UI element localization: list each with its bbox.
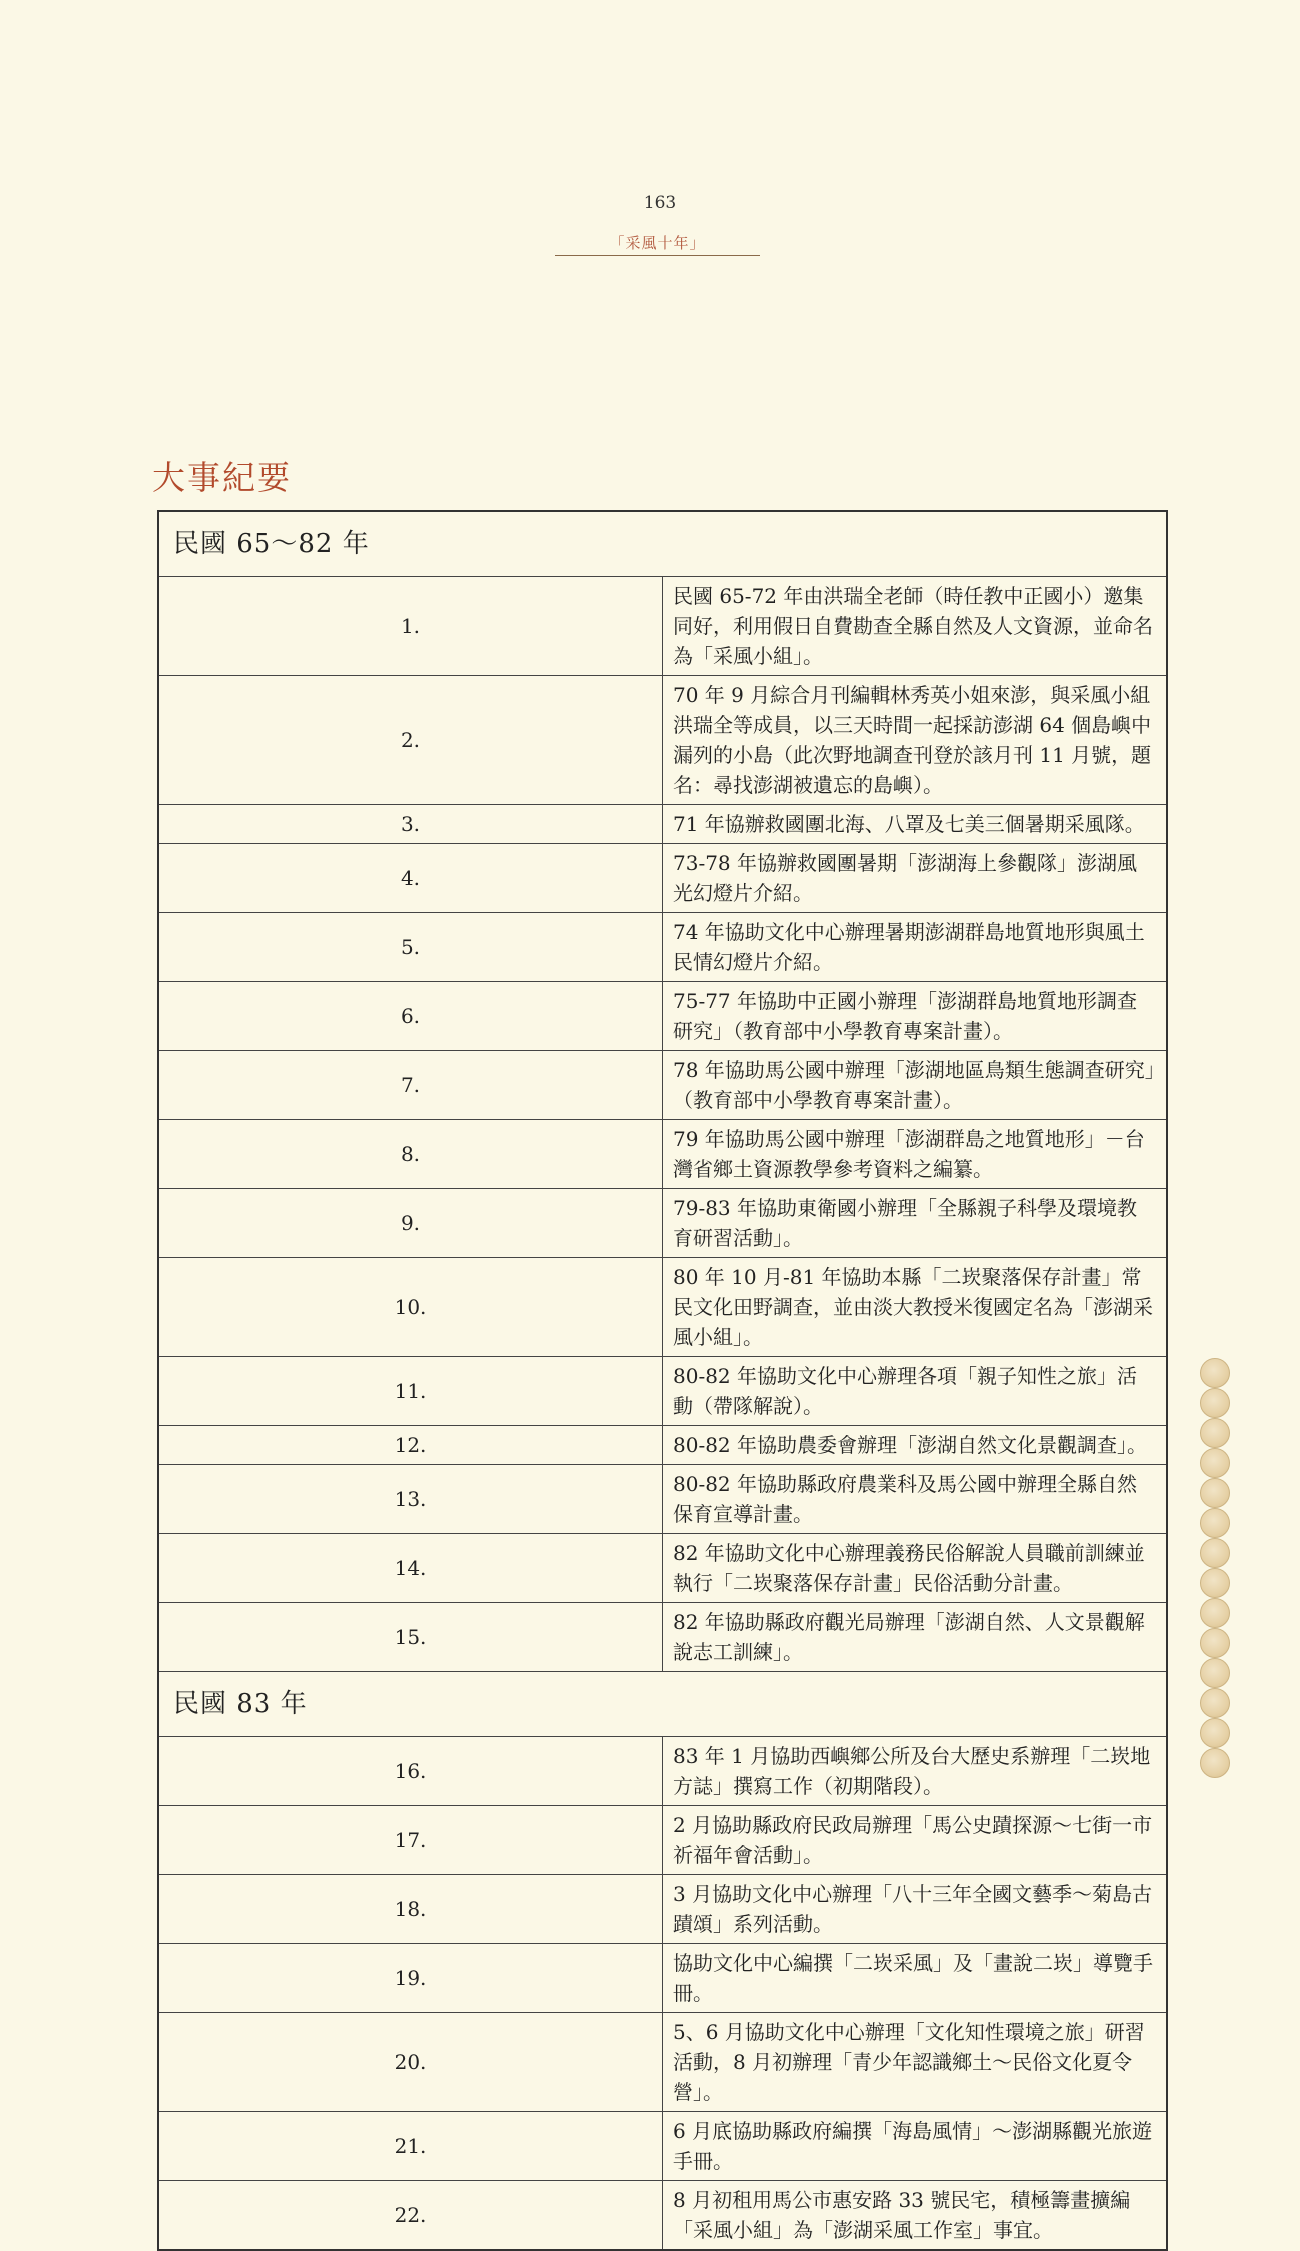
row-number: 10. <box>158 1258 663 1357</box>
table-row <box>158 1603 1167 1672</box>
running-head: 「采風十年」 <box>555 232 760 256</box>
bead-icon <box>1200 1478 1230 1508</box>
bead-icon <box>1200 1418 1230 1448</box>
table-row <box>158 1426 1167 1465</box>
table-row <box>158 1120 1167 1189</box>
row-text: 2 月協助縣政府民政局辦理「馬公史蹟探源～七街一市祈福年會活動」。 <box>663 1806 1168 1875</box>
row-text: 83 年 1 月協助西嶼鄉公所及台大歷史系辦理「二崁地方誌」撰寫工作（初期階段）。 <box>663 1737 1168 1806</box>
row-text: 80 年 10 月-81 年協助本縣「二崁聚落保存計畫」常民文化田野調查，並由淡大教授米復國定名為「澎湖采風小組」。 <box>663 1258 1168 1357</box>
row-number: 22. <box>158 2181 663 2251</box>
row-text: 70 年 9 月綜合月刊編輯林秀英小姐來澎，與采風小組洪瑞全等成員，以三天時間一起採訪澎湖 64 個島嶼中漏列的小島（此次野地調查刊登於該月刊 11 月號，題名：尋找澎湖被遺忘的島嶼）。 <box>663 676 1168 805</box>
row-number: 11. <box>158 1357 663 1426</box>
section-title: 大事紀要 <box>152 458 292 497</box>
row-number: 1. <box>158 577 663 676</box>
table-row <box>158 1944 1167 2013</box>
row-text: 8 月初租用馬公市惠安路 33 號民宅，積極籌畫擴編「采風小組」為「澎湖采風工作室」事宜。 <box>663 2181 1168 2251</box>
row-text: 71 年協辦救國團北海、八罩及七美三個暑期采風隊。 <box>663 805 1168 844</box>
bead-icon <box>1200 1508 1230 1538</box>
table-row <box>158 1258 1167 1357</box>
row-number: 9. <box>158 1189 663 1258</box>
bead-icon <box>1200 1358 1230 1388</box>
row-text: 80-82 年協助農委會辦理「澎湖自然文化景觀調查」。 <box>663 1426 1168 1465</box>
events-table <box>157 510 1168 2251</box>
row-text: 80-82 年協助縣政府農業科及馬公國中辦理全縣自然保育宣導計畫。 <box>663 1465 1168 1534</box>
table-row <box>158 2181 1167 2251</box>
table-row <box>158 913 1167 982</box>
table-row <box>158 1051 1167 1120</box>
bead-icon <box>1200 1688 1230 1718</box>
group-heading-row <box>158 1672 1167 1737</box>
bead-icon <box>1200 1538 1230 1568</box>
row-text: 79-83 年協助東衛國小辦理「全縣親子科學及環境教育研習活動」。 <box>663 1189 1168 1258</box>
row-text: 6 月底協助縣政府編撰「海島風情」～澎湖縣觀光旅遊手冊。 <box>663 2112 1168 2181</box>
row-number: 2. <box>158 676 663 805</box>
bead-column-ornament-icon <box>1195 1358 1235 1778</box>
bead-icon <box>1200 1628 1230 1658</box>
row-number: 20. <box>158 2013 663 2112</box>
bead-icon <box>1200 1718 1230 1748</box>
table-row <box>158 577 1167 676</box>
table-row <box>158 2013 1167 2112</box>
row-number: 12. <box>158 1426 663 1465</box>
row-text: 80-82 年協助文化中心辦理各項「親子知性之旅」活動（帶隊解說）。 <box>663 1357 1168 1426</box>
bead-icon <box>1200 1448 1230 1478</box>
row-text: 79 年協助馬公國中辦理「澎湖群島之地質地形」－台灣省鄉土資源教學參考資料之編纂。 <box>663 1120 1168 1189</box>
table-row <box>158 844 1167 913</box>
row-text: 協助文化中心編撰「二崁采風」及「畫說二崁」導覽手冊。 <box>663 1944 1168 2013</box>
row-text: 75-77 年協助中正國小辦理「澎湖群島地質地形調查研究」（教育部中小學教育專案計畫）。 <box>663 982 1168 1051</box>
table-row <box>158 1806 1167 1875</box>
bead-icon <box>1200 1658 1230 1688</box>
table-row <box>158 1737 1167 1806</box>
row-number: 19. <box>158 1944 663 2013</box>
table-row <box>158 1189 1167 1258</box>
row-number: 18. <box>158 1875 663 1944</box>
table-row <box>158 1465 1167 1534</box>
row-text: 5、6 月協助文化中心辦理「文化知性環境之旅」研習活動，8 月初辦理「青少年認識鄉土～民俗文化夏令營」。 <box>663 2013 1168 2112</box>
bead-icon <box>1200 1568 1230 1598</box>
bead-icon <box>1200 1598 1230 1628</box>
row-text: 民國 65-72 年由洪瑞全老師（時任教中正國小）邀集同好，利用假日自費勘查全縣自然及人文資源，並命名為「采風小組」。 <box>663 577 1168 676</box>
row-number: 6. <box>158 982 663 1051</box>
row-number: 15. <box>158 1603 663 1672</box>
table-row <box>158 2112 1167 2181</box>
row-number: 8. <box>158 1120 663 1189</box>
row-text: 82 年協助縣政府觀光局辦理「澎湖自然、人文景觀解說志工訓練」。 <box>663 1603 1168 1672</box>
row-number: 3. <box>158 805 663 844</box>
row-number: 21. <box>158 2112 663 2181</box>
table-row <box>158 982 1167 1051</box>
group-heading: 民國 65～82 年 <box>158 511 1167 577</box>
row-text: 74 年協助文化中心辦理暑期澎湖群島地質地形與風土民情幻燈片介紹。 <box>663 913 1168 982</box>
bead-icon <box>1200 1748 1230 1778</box>
row-number: 16. <box>158 1737 663 1806</box>
row-number: 17. <box>158 1806 663 1875</box>
row-text: 82 年協助文化中心辦理義務民俗解說人員職前訓練並執行「二崁聚落保存計畫」民俗活動分計畫。 <box>663 1534 1168 1603</box>
table-row <box>158 805 1167 844</box>
bead-icon <box>1200 1388 1230 1418</box>
row-number: 13. <box>158 1465 663 1534</box>
row-text: 73-78 年協辦救國團暑期「澎湖海上參觀隊」澎湖風光幻燈片介紹。 <box>663 844 1168 913</box>
group-heading-row <box>158 511 1167 577</box>
row-number: 5. <box>158 913 663 982</box>
row-text: 3 月協助文化中心辦理「八十三年全國文藝季～菊島古蹟頌」系列活動。 <box>663 1875 1168 1944</box>
row-number: 14. <box>158 1534 663 1603</box>
table-row <box>158 1357 1167 1426</box>
table-row <box>158 1534 1167 1603</box>
table-row <box>158 1875 1167 1944</box>
row-number: 7. <box>158 1051 663 1120</box>
page-number: 163 <box>643 193 677 213</box>
row-number: 4. <box>158 844 663 913</box>
row-text: 78 年協助馬公國中辦理「澎湖地區鳥類生態調查研究」（教育部中小學教育專案計畫）。 <box>663 1051 1168 1120</box>
table-row <box>158 676 1167 805</box>
group-heading: 民國 83 年 <box>158 1672 1167 1737</box>
